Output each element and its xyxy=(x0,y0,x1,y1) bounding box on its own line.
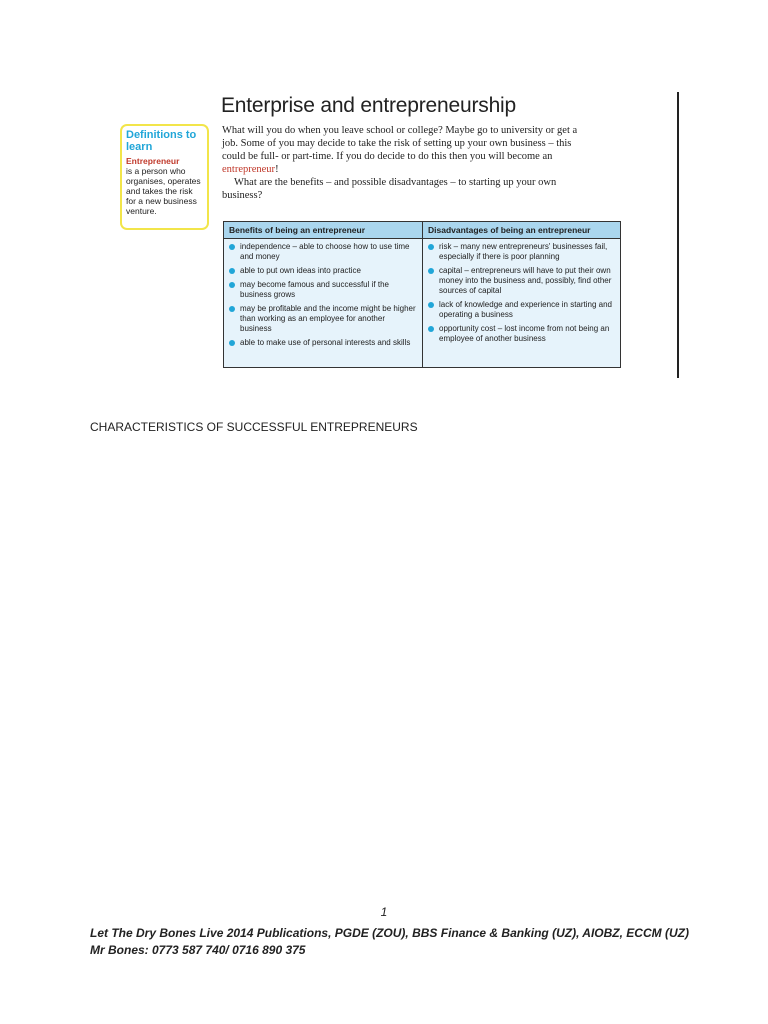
footer xyxy=(90,925,689,959)
benefits-column xyxy=(224,222,423,367)
disadvantages-header: Disadvantages of being an entrepreneur xyxy=(423,222,620,239)
list-item xyxy=(428,300,616,320)
list-item xyxy=(229,242,418,262)
list-item-text: may be profitable and the income might be higher than working as an employee for another business xyxy=(240,304,416,333)
list-item xyxy=(428,266,616,296)
list-item xyxy=(229,280,418,300)
page-margin-rule xyxy=(677,92,679,378)
intro-paragraph-1 xyxy=(222,124,592,176)
list-item-text: able to put own ideas into practice xyxy=(240,266,361,275)
list-item xyxy=(229,266,418,276)
list-item xyxy=(428,324,616,344)
list-item-text: opportunity cost – lost income from not being an employee of another business xyxy=(439,324,610,343)
list-item xyxy=(229,304,418,334)
list-item-text: lack of knowledge and experience in starting and operating a business xyxy=(439,300,612,319)
bullet-icon xyxy=(428,326,434,332)
bullet-icon xyxy=(428,302,434,308)
entrepreneur-keyword: entrepreneur xyxy=(222,164,276,175)
bullet-icon xyxy=(229,268,235,274)
bullet-icon xyxy=(229,306,235,312)
intro-p1-text: What will you do when you leave school or college? Maybe go to university or get a job. Some of you may decide to take the risk of setting up your own business – this could be full- or part-time. If you do decide to do this then you will become an xyxy=(222,125,578,162)
benefits-header: Benefits of being an entrepreneur xyxy=(224,222,422,239)
list-item-text: able to make use of personal interests and skills xyxy=(240,338,411,347)
bullet-icon xyxy=(229,340,235,346)
list-item xyxy=(428,242,616,262)
bullet-icon xyxy=(229,282,235,288)
footer-line-1: Let The Dry Bones Live 2014 Publications, PGDE (ZOU), BBS Finance & Banking (UZ), AIOBZ, ECCM (UZ) xyxy=(90,926,689,940)
list-item-text: independence – able to choose how to use time and money xyxy=(240,242,410,261)
definitions-heading: Definitions to learn xyxy=(126,129,197,153)
disadvantages-list xyxy=(423,239,620,344)
definition-text: is a person who organises, operates and takes the risk for a new business venture. xyxy=(126,166,201,216)
benefits-list xyxy=(224,239,422,348)
list-item-text: may become famous and successful if the business grows xyxy=(240,280,389,299)
section-title: Enterprise and entrepreneurship xyxy=(221,94,516,117)
footer-line-2: Mr Bones: 0773 587 740/ 0716 890 375 xyxy=(90,943,306,957)
bullet-icon xyxy=(229,244,235,250)
disadvantages-column xyxy=(423,222,620,367)
page-number: 1 xyxy=(380,905,388,919)
characteristics-heading: CHARACTERISTICS OF SUCCESSFUL ENTREPRENEURS xyxy=(90,420,418,434)
definitions-box xyxy=(120,124,209,230)
intro-paragraph-2: What are the benefits – and possible disadvantages – to starting up your own business? xyxy=(222,177,557,201)
bullet-icon xyxy=(428,268,434,274)
intro-p1-end: ! xyxy=(275,164,279,175)
benefits-disadvantages-table xyxy=(223,221,621,368)
definition-term: Entrepreneur xyxy=(126,156,180,166)
intro-text xyxy=(222,124,592,202)
list-item-text: risk – many new entrepreneurs' businesses fail, especially if there is poor planning xyxy=(439,242,608,261)
list-item-text: capital – entrepreneurs will have to put their own money into the business and, possibly, find other sources of capital xyxy=(439,266,612,295)
bullet-icon xyxy=(428,244,434,250)
list-item xyxy=(229,338,418,348)
